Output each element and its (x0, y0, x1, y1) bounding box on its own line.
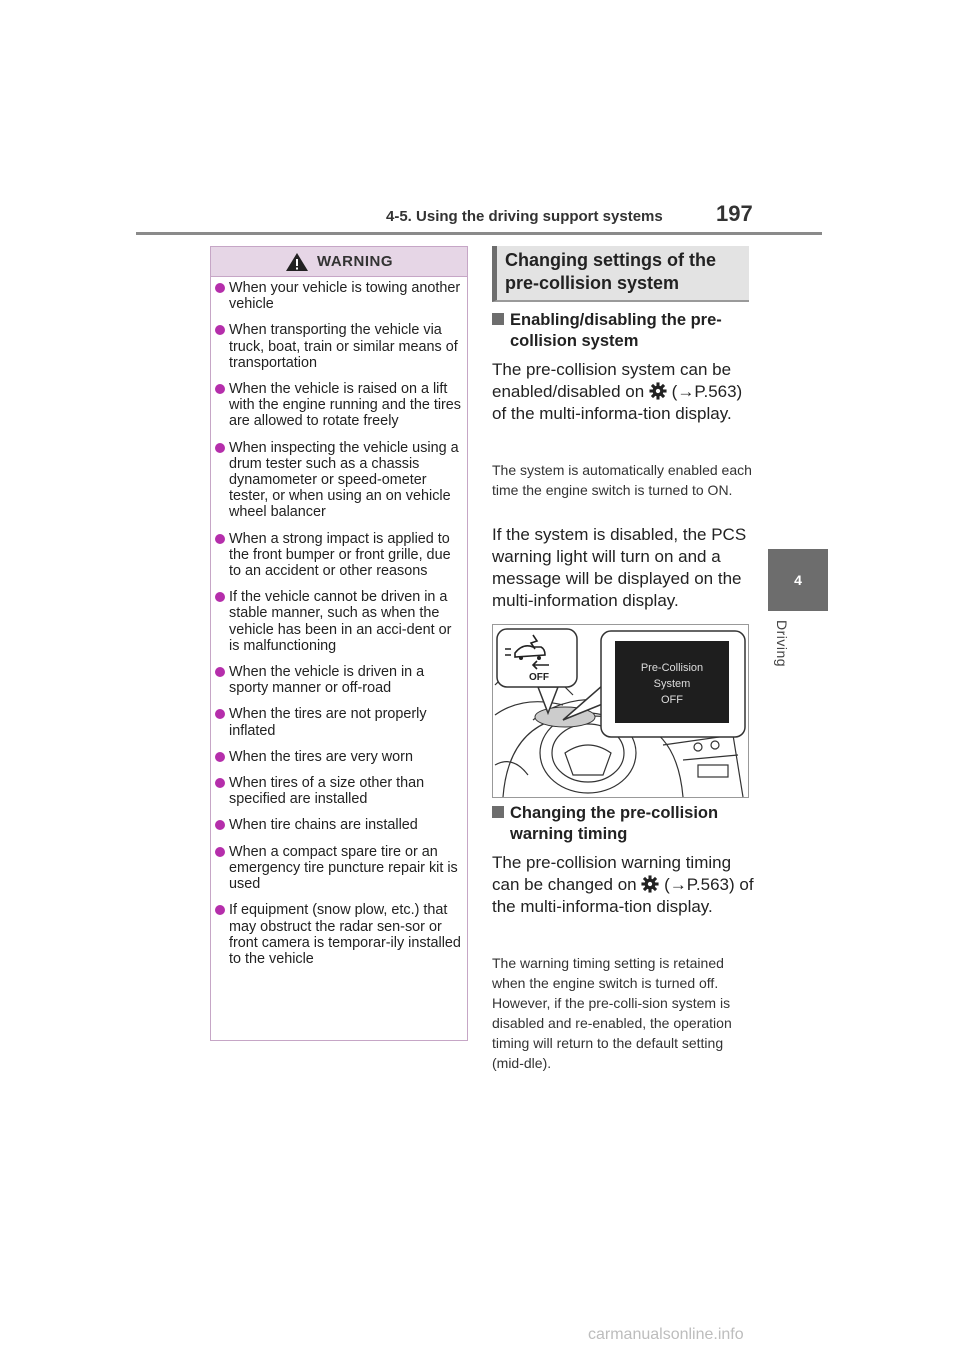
display-line2: System (653, 678, 691, 690)
enable-disabled-paragraph: If the system is disabled, the PCS warning light will turn on and a message will be displayed on the multi-information display. (492, 525, 747, 610)
timing-note: The warning timing setting is retained when the engine switch is turned off. However, if the pre-colli-sion system is disabled and re-enabled, the operation timing will return to the default setting (mid-dle). (492, 955, 732, 1071)
warning-item: When the vehicle is driven in a sporty manner or off-road (214, 664, 464, 696)
section-title: 4-5. Using the driving support systems (386, 208, 663, 225)
bullet-icon (215, 905, 225, 915)
display-line1: Pre-Collision (640, 662, 704, 674)
gear-icon (649, 382, 667, 400)
warning-title: WARNING (317, 253, 393, 270)
timing-paragraph: The pre-collision warning timing can be changed on (→P.563) of the multi-informa-tion display. (492, 853, 754, 916)
watermark: carmanualsonline.info (588, 1326, 744, 1343)
chapter-number: 4 (794, 572, 802, 588)
bullet-icon (215, 384, 225, 394)
enable-note: The system is automatically enabled each time the engine switch is turned to ON. (492, 462, 752, 498)
bullet-icon (215, 592, 225, 602)
bullet-icon (215, 820, 225, 830)
warning-item: When a strong impact is applied to the front bumper or front grille, due to an accident or other reasons (214, 531, 464, 580)
warning-list (214, 280, 464, 977)
chapter-label: Driving (774, 620, 790, 668)
square-bullet-icon (492, 806, 504, 818)
header-rule (136, 232, 822, 235)
subheading-timing: Changing the pre-collision warning timing (492, 803, 752, 845)
pcs-off-illustration (492, 624, 749, 798)
warning-item: When the tires are not properly inflated (214, 706, 464, 738)
dashboard-illustration (493, 625, 748, 797)
bullet-icon (215, 443, 225, 453)
bullet-icon (215, 534, 225, 544)
warning-item: When your vehicle is towing another vehicle (214, 280, 464, 312)
bullet-icon (215, 778, 225, 788)
bullet-icon (215, 667, 225, 677)
warning-item: When inspecting the vehicle using a drum tester such as a chassis dynamometer or speed-ometer tester, or when using an on vehicle wheel balancer (214, 440, 464, 521)
subheading-enable: Enabling/disabling the pre-collision system (492, 310, 752, 352)
section-heading: Changing settings of the pre-collision system (492, 246, 749, 302)
bullet-icon (215, 283, 225, 293)
display-line3: OFF (661, 694, 683, 706)
bullet-icon (215, 325, 225, 335)
bullet-icon (215, 709, 225, 719)
bullet-icon (215, 847, 225, 857)
bullet-icon (215, 752, 225, 762)
warning-item: When transporting the vehicle via truck, boat, train or similar means of transportation (214, 322, 464, 371)
warning-header (211, 247, 467, 277)
chapter-tab (768, 549, 828, 611)
pcs-off-indicator-text: OFF (529, 672, 549, 683)
warning-item: If equipment (snow plow, etc.) that may obstruct the radar sen-sor or front camera is temporar-ily installed to the vehicle (214, 902, 464, 967)
page-number: 197 (716, 201, 753, 226)
warning-item: When the tires are very worn (214, 749, 464, 765)
warning-item: When the vehicle is raised on a lift with the engine running and the tires are allowed to rotate freely (214, 381, 464, 430)
warning-item: When tire chains are installed (214, 817, 464, 833)
warning-item: If the vehicle cannot be driven in a stable manner, such as when the vehicle has been in an acci-dent or is malfunctioning (214, 589, 464, 654)
square-bullet-icon (492, 313, 504, 325)
enable-paragraph: The pre-collision system can be enabled/disabled on (→P.563) of the multi-informa-tion display. (492, 360, 743, 423)
warning-item: When tires of a size other than specified are installed (214, 775, 464, 807)
gear-icon (641, 875, 659, 893)
warning-triangle-icon (285, 252, 309, 272)
warning-item: When a compact spare tire or an emergency tire puncture repair kit is used (214, 844, 464, 893)
